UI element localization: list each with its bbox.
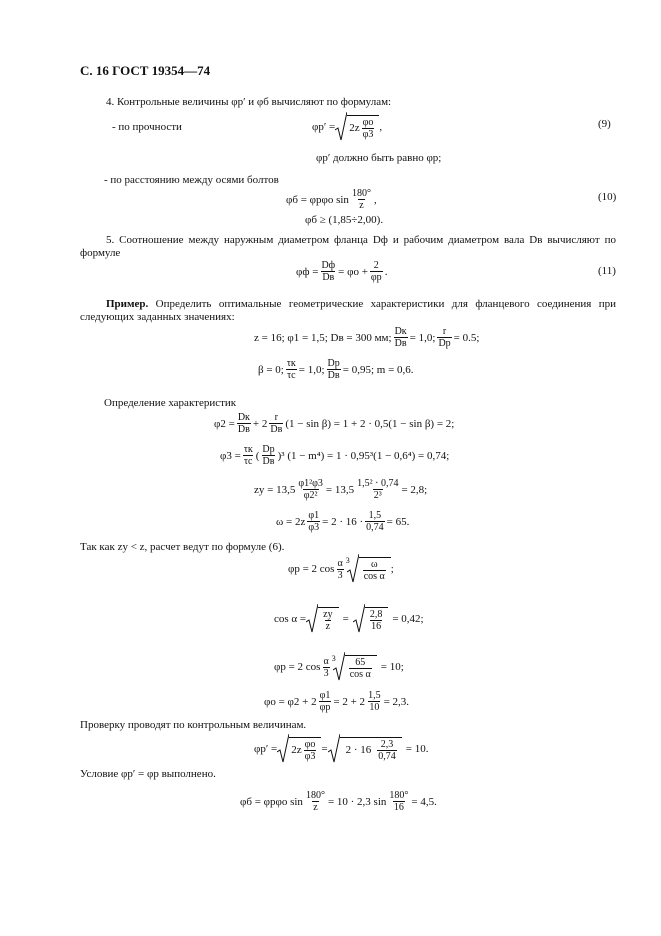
phio-lhs: φo = φ2 + 2 — [264, 695, 317, 708]
omega-mid: = 2 · 16 · — [322, 515, 364, 528]
formula-11-mid: = φo + — [338, 265, 368, 278]
given-1-part-b: = 1,0; — [409, 331, 436, 344]
phi3-tail: )³ (1 − m⁴) = 1 · 0,95³(1 − 0,6⁴) = 0,74; — [277, 449, 450, 462]
fraction-denominator: Dв — [270, 424, 283, 435]
fraction-denominator: φ3 — [304, 750, 316, 762]
given-values-line-1 — [254, 326, 479, 349]
phi3-fraction-1 — [243, 444, 254, 467]
check-b-lhs: φб = φрφo sin — [240, 795, 303, 808]
fraction-denominator: φр — [370, 272, 382, 283]
formula-9-tail: , — [379, 121, 383, 133]
check-b-fraction-1 — [305, 790, 326, 813]
formula-check-phip — [254, 734, 429, 764]
formula-10 — [286, 188, 377, 211]
radical-sign-icon — [306, 604, 318, 634]
formula-10-range: φб ≥ (1,85÷2,00). — [305, 214, 384, 226]
phio-fraction-1 — [319, 690, 332, 713]
fraction-numerator: α — [323, 655, 329, 667]
formula-9-fraction — [362, 117, 375, 140]
radical-sign-icon — [335, 112, 347, 142]
phi3-fraction-2 — [261, 444, 275, 467]
fraction-numerator: Dр — [327, 358, 340, 369]
fraction-numerator: Dр — [262, 444, 275, 455]
fraction-denominator: z — [359, 200, 364, 211]
fraction-numerator: 2 — [373, 260, 379, 271]
fraction-denominator: 2³ — [373, 490, 382, 501]
cos-radical-1 — [306, 604, 338, 634]
check-coef: 2z — [291, 744, 302, 756]
given-2-fraction-1 — [286, 358, 297, 381]
fraction-denominator: 3 — [323, 667, 329, 679]
phi3-lhs: φ3 = — [220, 449, 241, 462]
zy-fraction-1 — [297, 478, 324, 501]
root-index: 3 — [331, 654, 336, 663]
fraction-denominator: 10 — [369, 702, 380, 713]
zy-lhs: zу = 13,5 — [254, 483, 296, 496]
formula-cos-alpha — [274, 604, 424, 634]
check-b-fraction-2 — [388, 790, 409, 813]
formula-omega — [276, 510, 409, 533]
fraction-denominator: Dр — [438, 338, 451, 349]
formula-10-fraction — [351, 188, 372, 211]
fraction-denominator: cos α — [349, 668, 371, 680]
formula-check-phib — [240, 790, 437, 813]
label-by-strength: - по прочности — [112, 121, 182, 133]
fraction-numerator: 180° — [351, 188, 371, 199]
omega-tail: = 65. — [386, 515, 410, 528]
fraction-numerator: φo — [304, 738, 316, 750]
formula-9-number: (9) — [598, 118, 611, 130]
formula-phio — [264, 690, 409, 713]
omega-lhs: ω = 2z — [276, 515, 306, 528]
check-coef-2: 2 · 16 — [345, 744, 372, 756]
fraction-denominator: z — [325, 620, 331, 632]
cos-lhs: cos α = — [274, 613, 307, 625]
radical-sign-icon — [353, 604, 365, 634]
check-b-mid: = 10 · 2,3 sin — [327, 795, 387, 808]
label-by-distance: - по расстоянию между осями болтов — [104, 174, 279, 186]
formula-9-coef: 2z — [349, 122, 360, 134]
phip1-root-fraction — [363, 559, 386, 582]
phip1-radical — [347, 554, 391, 584]
fraction-denominator: φр — [319, 702, 331, 713]
fraction-denominator: φ2² — [303, 490, 318, 501]
fraction-numerator: 2,8 — [369, 608, 383, 620]
fraction-numerator: φ1²φ3 — [298, 478, 323, 489]
phip1-fraction — [336, 558, 343, 581]
phio-fraction-2 — [367, 690, 382, 713]
cos-tail: = 0,42; — [392, 613, 424, 625]
formula-phi2 — [214, 412, 454, 435]
formula-9-note: φp′ должно быть равно φр; — [316, 152, 442, 164]
fraction-denominator: 3 — [337, 569, 343, 581]
fraction-denominator: 16 — [371, 620, 382, 632]
fraction-denominator: φ3 — [362, 128, 374, 140]
check-fraction-1 — [304, 739, 317, 762]
fraction-numerator: Dк — [394, 326, 407, 337]
given-2-part-b: = 1,0; — [298, 363, 325, 376]
fraction-denominator: 16 — [393, 802, 404, 813]
omega-fraction-1 — [307, 510, 320, 533]
zy-mid: = 13,5 — [325, 483, 355, 496]
example-paragraph — [80, 298, 616, 324]
given-1-part-a: z = 16; φ1 = 1,5; Dв = 300 мм; — [254, 331, 392, 344]
fraction-denominator: Dв — [262, 456, 275, 467]
cos-fraction-1 — [322, 609, 333, 632]
determination-title: Определение характеристик — [104, 397, 237, 409]
given-1-fraction-1 — [394, 326, 408, 349]
phi2-mid: + 2 — [252, 417, 268, 430]
radical-sign-icon — [277, 734, 289, 764]
fraction-denominator: τс — [244, 456, 253, 467]
fraction-numerator: τк — [243, 444, 253, 455]
omega-fraction-2 — [365, 510, 385, 533]
formula-11-fraction-2 — [370, 260, 383, 283]
formula-10-tail: , — [373, 193, 377, 206]
phip2-radical — [333, 652, 377, 682]
fraction-denominator: Dв — [237, 424, 250, 435]
phi2-fraction-1 — [237, 412, 251, 435]
given-2-part-c: = 0,95; m = 0,6. — [342, 363, 414, 376]
formula-11-lhs: φф = — [296, 265, 319, 278]
given-2-fraction-2 — [327, 358, 341, 381]
formula-10-lhs: φб = φрφo sin — [286, 193, 349, 206]
fraction-denominator: τс — [287, 370, 296, 381]
formula-11-number: (11) — [598, 265, 616, 277]
fraction-numerator: φo — [362, 116, 374, 128]
phip2-root-fraction — [349, 657, 372, 680]
given-1-fraction-2 — [437, 326, 451, 349]
example-text: Определить оптимальные геометрические характеристики для фланцевого соединения при следующих заданных значениях: — [80, 298, 616, 323]
formula-phip-2 — [274, 652, 404, 682]
fraction-denominator: Dв — [394, 338, 407, 349]
radical-sign-icon — [328, 734, 340, 764]
root-index: 3 — [345, 556, 350, 565]
formula-9 — [312, 112, 382, 142]
formula-11-tail: . — [384, 265, 388, 278]
fraction-numerator: ω — [370, 558, 378, 570]
condition-text: Условие φр′ = φр выполнено. — [80, 768, 216, 780]
zy-tail: = 2,8; — [401, 483, 428, 496]
formula-11 — [296, 260, 387, 283]
phi3-open-paren: ( — [255, 449, 260, 462]
given-values-line-2 — [258, 358, 414, 381]
fraction-denominator: 0,74 — [378, 750, 396, 762]
phip2-tail: = 10; — [380, 661, 404, 673]
fraction-denominator: z — [313, 802, 318, 813]
calc-since-text: Так как zу < z, расчет ведут по формуле (6). — [80, 541, 285, 553]
fraction-numerator: τк — [286, 358, 296, 369]
fraction-numerator: φ1 — [308, 510, 320, 521]
check-tail: = 10. — [405, 743, 429, 755]
fraction-numerator: 180° — [389, 790, 409, 801]
page-header: С. 16 ГОСТ 19354—74 — [80, 63, 211, 78]
example-label: Пример. — [106, 298, 149, 310]
formula-9-radical — [335, 112, 379, 142]
section-5-text: 5. Соотношение между наружным диаметром фланца Dф и рабочим диаметром вала Dв вычисляют по формуле — [80, 234, 616, 259]
phio-mid: = 2 + 2 — [333, 695, 366, 708]
fraction-numerator: zу — [323, 608, 333, 620]
given-1-part-c: = 0.5; — [453, 331, 480, 344]
formula-10-number: (10) — [598, 191, 617, 203]
fraction-numerator: 180° — [305, 790, 325, 801]
fraction-numerator: α — [337, 557, 343, 569]
check-mid: = — [321, 743, 328, 755]
cos-mid: = — [342, 613, 349, 625]
zy-fraction-2 — [356, 478, 399, 501]
check-text: Проверку проводят по контрольным величинам. — [80, 719, 307, 731]
check-radical-1 — [277, 734, 321, 764]
formula-9-lhs: φp′ = — [312, 121, 336, 133]
phip1-lhs: φр = 2 cos — [288, 563, 335, 575]
given-2-part-a: β = 0; — [258, 363, 284, 376]
formula-phi3 — [220, 444, 449, 467]
formula-zy — [254, 478, 427, 501]
phi2-fraction-2 — [269, 412, 283, 435]
phi2-lhs: φ2 = — [214, 417, 235, 430]
phi2-tail: (1 − sin β) = 1 + 2 · 0,5(1 − sin β) = 2; — [285, 417, 455, 430]
fraction-numerator: 65 — [355, 656, 366, 668]
fraction-denominator: Dв — [322, 272, 335, 283]
fraction-numerator: r — [274, 412, 279, 423]
fraction-numerator: Dф — [321, 260, 336, 271]
fraction-numerator: r — [442, 326, 447, 337]
phip1-tail: ; — [390, 563, 394, 575]
fraction-numerator: φ1 — [319, 690, 331, 701]
fraction-numerator: 1,5 — [368, 510, 382, 521]
phip2-fraction — [322, 656, 329, 679]
fraction-denominator: 0,74 — [366, 522, 384, 533]
check-fraction-2 — [377, 739, 397, 762]
formula-11-fraction-1 — [320, 260, 336, 283]
phip2-lhs: φр = 2 cos — [274, 661, 321, 673]
phio-tail: = 2,3. — [383, 695, 410, 708]
fraction-denominator: Dв — [327, 370, 340, 381]
fraction-numerator: 2,3 — [380, 738, 394, 750]
check-radical-2 — [328, 734, 402, 764]
fraction-denominator: φ3 — [308, 522, 320, 533]
formula-phip-1 — [288, 554, 394, 584]
section-4-title: 4. Контрольные величины φp′ и φб вычисляют по формулам: — [106, 96, 392, 108]
check-lhs: φр′ = — [254, 743, 278, 755]
fraction-denominator: cos α — [363, 570, 385, 582]
cos-fraction-2 — [369, 609, 384, 632]
fraction-numerator: 1,5² · 0,74 — [357, 478, 399, 489]
cos-radical-2 — [353, 604, 389, 634]
fraction-numerator: Dк — [237, 412, 250, 423]
check-b-tail: = 4,5. — [411, 795, 437, 808]
fraction-numerator: 1,5 — [368, 690, 381, 701]
